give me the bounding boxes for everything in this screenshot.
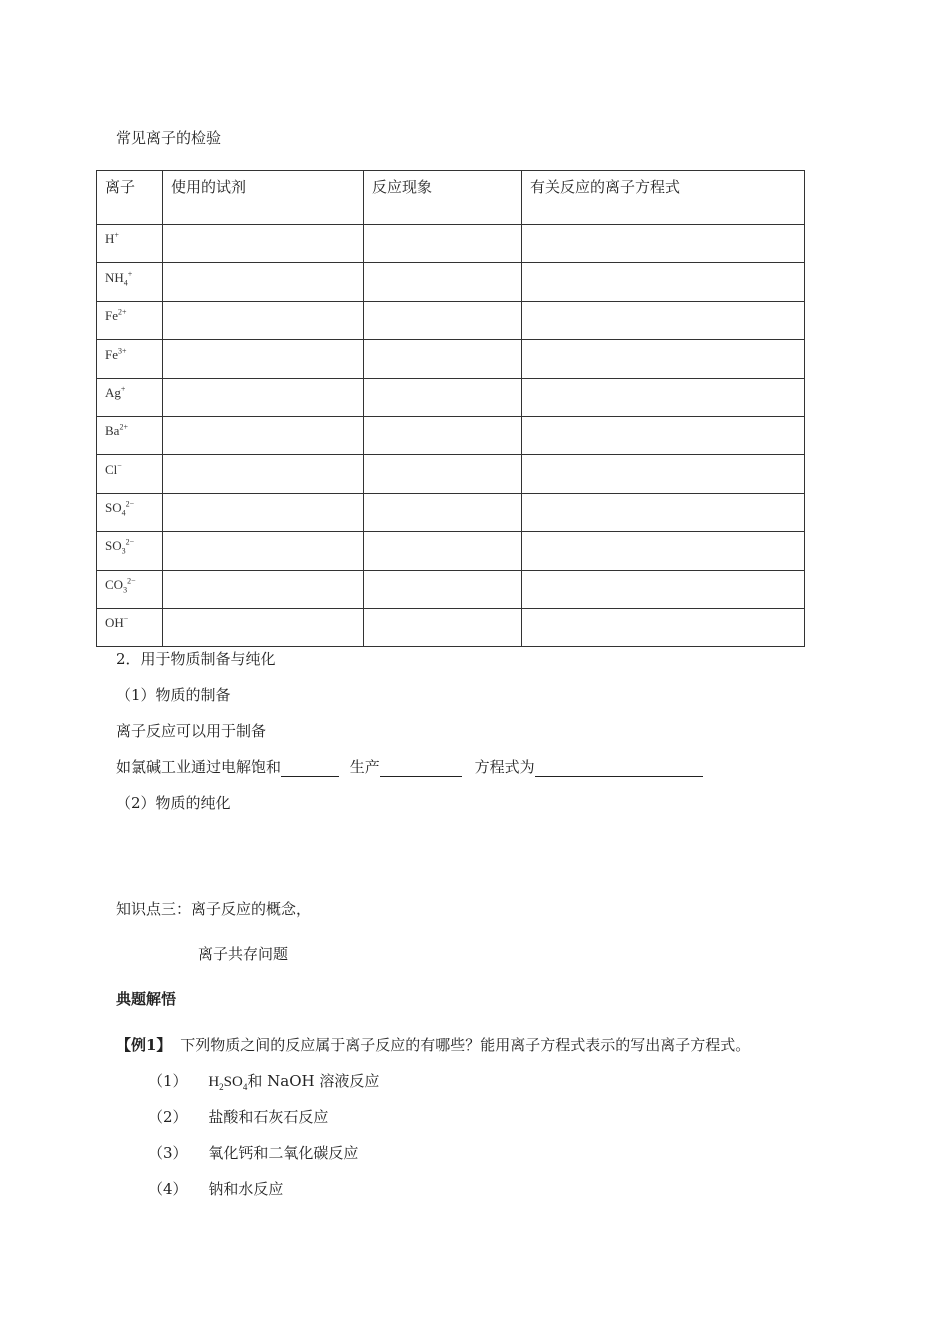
phenomenon-cell[interactable] (364, 301, 522, 339)
equation-cell[interactable] (522, 340, 805, 378)
equation-cell[interactable] (522, 263, 805, 301)
reagent-cell[interactable] (163, 263, 364, 301)
phenomenon-cell[interactable] (364, 532, 522, 570)
equation-cell[interactable] (522, 416, 805, 454)
reagent-cell[interactable] (163, 493, 364, 531)
ion-formula: OH− (105, 614, 129, 631)
reagent-cell[interactable] (163, 416, 364, 454)
header-phenomenon: 反应现象 (364, 171, 522, 225)
phenomenon-cell[interactable] (364, 225, 522, 263)
equation-cell[interactable] (522, 493, 805, 531)
fill-text-3: 方程式为 (474, 758, 535, 776)
blank-product[interactable] (380, 760, 462, 777)
equation-cell[interactable] (522, 301, 805, 339)
table-row (97, 532, 805, 570)
equation-cell[interactable] (522, 608, 805, 646)
ion-cell (97, 493, 163, 531)
knowledge-line1: 知识点三：离子反应的概念， (116, 900, 312, 918)
item-formula: $H_2SO_4$ (208, 1074, 248, 1092)
ion-cell (97, 455, 163, 493)
table-row (97, 340, 805, 378)
ion-cell (97, 378, 163, 416)
item-number: （3） (148, 1144, 188, 1162)
ion-formula: $Fe^{3+}$ (105, 346, 127, 362)
example-item-3 (148, 1143, 358, 1163)
section2-heading: 2．用于物质制备与纯化 (116, 650, 276, 668)
table-row (97, 493, 805, 531)
reagent-cell[interactable] (163, 378, 364, 416)
example-item-4 (148, 1179, 283, 1199)
item-number: （4） (148, 1180, 188, 1198)
fill-in-sentence (116, 757, 703, 777)
table-row (97, 455, 805, 493)
equation-cell[interactable] (522, 532, 805, 570)
header-equation: 有关反应的离子方程式 (522, 171, 805, 225)
section2-sub2: （2）物质的纯化 (116, 794, 231, 812)
reagent-cell[interactable] (163, 301, 364, 339)
table-row (97, 378, 805, 416)
ion-formula: $SO_4^{2-}$ (105, 499, 135, 518)
example-text: 下列物质之间的反应属于离子反应的有哪些？能用离子方程式表示的写出离子方程式。 (180, 1036, 751, 1054)
equation-cell[interactable] (522, 225, 805, 263)
table-row (97, 225, 805, 263)
ion-formula: $SO_3^{2-}$ (105, 538, 135, 557)
example-label: 【例1】 (116, 1036, 172, 1054)
reagent-cell[interactable] (163, 570, 364, 608)
phenomenon-cell[interactable] (364, 416, 522, 454)
item-text: 钠和水反应 (208, 1180, 284, 1198)
ion-cell (97, 416, 163, 454)
table-row (97, 608, 805, 646)
table-row (97, 570, 805, 608)
phenomenon-cell[interactable] (364, 570, 522, 608)
ion-cell (97, 340, 163, 378)
blank-solution[interactable] (281, 760, 339, 777)
reagent-cell[interactable] (163, 340, 364, 378)
table-row (97, 416, 805, 454)
item-text: 盐酸和石灰石反应 (208, 1108, 329, 1126)
header-reagent: 使用的试剂 (163, 171, 364, 225)
equation-cell[interactable] (522, 455, 805, 493)
example-1 (116, 1035, 750, 1055)
table-row (97, 301, 805, 339)
phenomenon-cell[interactable] (364, 340, 522, 378)
section-title: 常见离子的检验 (116, 129, 222, 147)
reagent-cell[interactable] (163, 225, 364, 263)
item-text: 氧化钙和二氧化碳反应 (208, 1144, 359, 1162)
header-ion: 离子 (97, 171, 163, 225)
ion-formula: Cl− (105, 461, 122, 477)
fill-text-2: 生产 (349, 758, 380, 776)
item-number: （1） (148, 1072, 188, 1090)
blank-equation[interactable] (535, 760, 703, 777)
ion-formula: $CO_3^{2-}$ (105, 576, 136, 595)
knowledge-line2: 离子共存问题 (198, 945, 289, 963)
ion-test-table (96, 170, 805, 647)
ion-cell (97, 570, 163, 608)
reagent-cell[interactable] (163, 532, 364, 570)
equation-cell[interactable] (522, 378, 805, 416)
typical-heading: 典题解悟 (116, 990, 177, 1008)
example-item-2 (148, 1107, 328, 1127)
ion-cell (97, 608, 163, 646)
ion-cell (97, 225, 163, 263)
ion-cell (97, 263, 163, 301)
table-row (97, 263, 805, 301)
reagent-cell[interactable] (163, 608, 364, 646)
fill-text-1: 如氯碱工业通过电解饱和 (116, 758, 282, 776)
phenomenon-cell[interactable] (364, 263, 522, 301)
ion-formula: H+ (105, 231, 119, 247)
phenomenon-cell[interactable] (364, 608, 522, 646)
ion-cell (97, 301, 163, 339)
ion-cell (97, 532, 163, 570)
section2-line1: 离子反应可以用于制备 (116, 722, 267, 740)
phenomenon-cell[interactable] (364, 378, 522, 416)
table-header-row (97, 171, 805, 225)
ion-formula: $Fe^{2+}$ (105, 307, 127, 324)
ion-formula: Ag+ (105, 384, 126, 400)
item-text: 和 NaOH 溶液反应 (247, 1072, 380, 1090)
example-item-1 (148, 1071, 379, 1097)
section2-sub1: （1）物质的制备 (116, 686, 231, 704)
phenomenon-cell[interactable] (364, 455, 522, 493)
ion-formula: $Ba^{2+}$ (105, 422, 128, 439)
item-number: （2） (148, 1108, 188, 1126)
ion-formula: $NH_4^+$ (105, 269, 133, 288)
equation-cell[interactable] (522, 570, 805, 608)
reagent-cell[interactable] (163, 455, 364, 493)
phenomenon-cell[interactable] (364, 493, 522, 531)
